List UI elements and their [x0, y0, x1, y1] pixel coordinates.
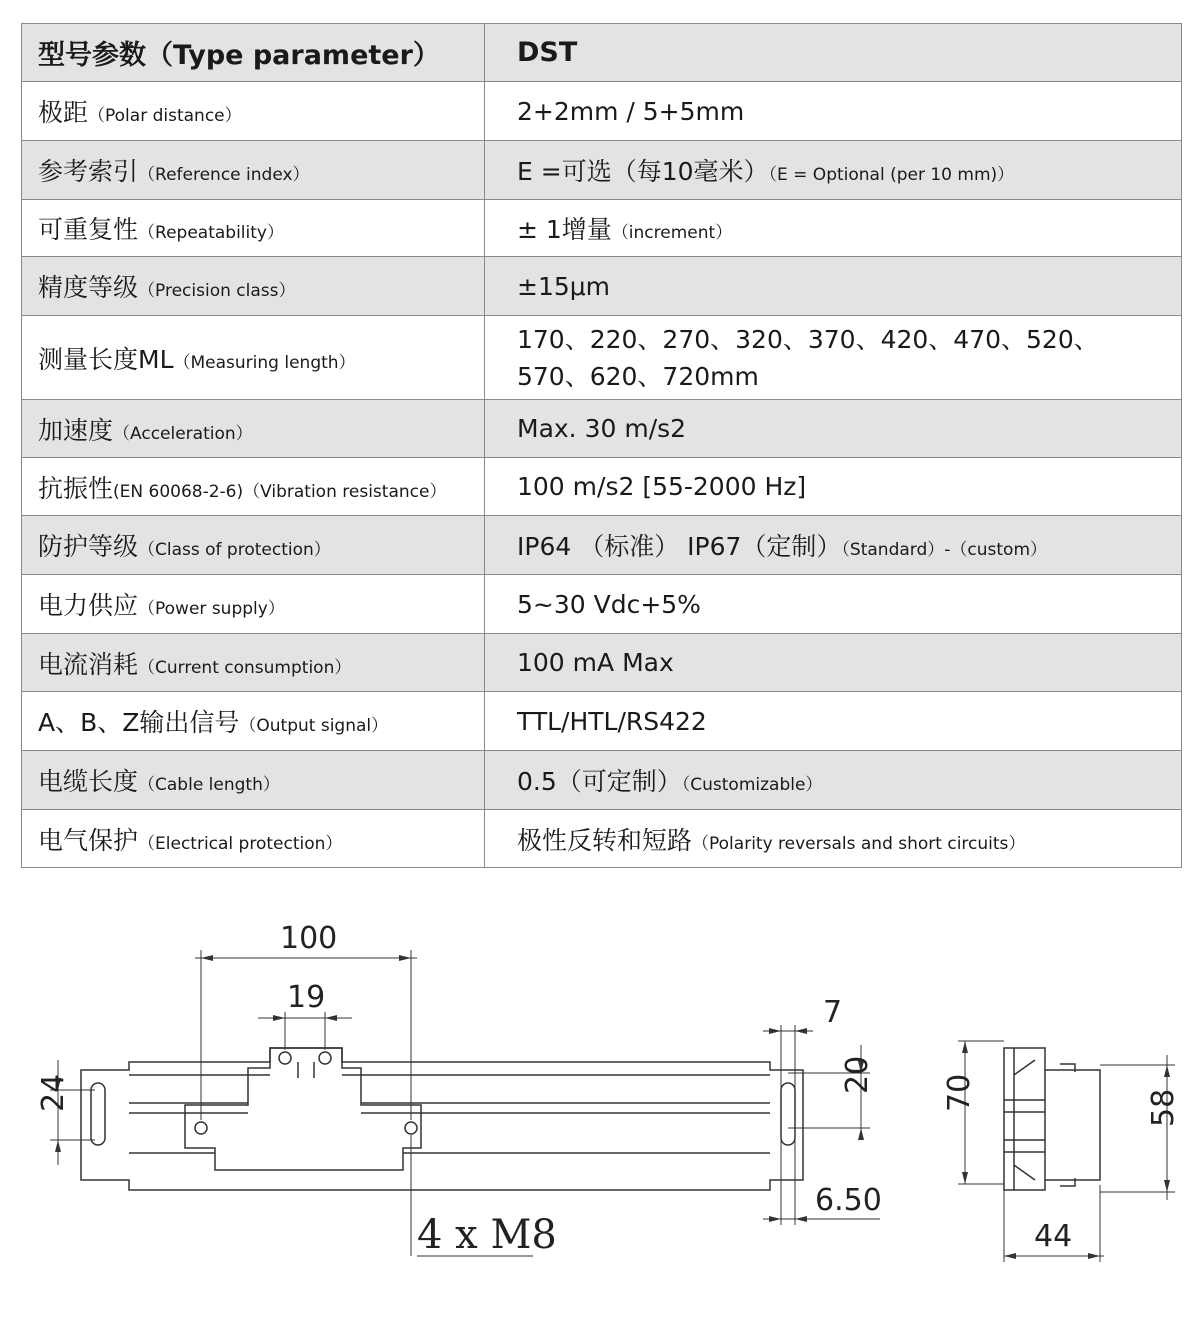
row-value-note: （Customizable）	[681, 775, 823, 795]
row-label-zh: 电气保护	[38, 825, 139, 855]
row-label-zh: 可重复性	[38, 215, 139, 244]
row-label-en: （Repeatability）	[138, 223, 284, 243]
mounting-hole	[195, 1122, 207, 1134]
dim-70-label: 70	[942, 1073, 977, 1112]
header-label: 型号参数（Type parameter）	[22, 24, 485, 82]
table-row	[22, 810, 1182, 868]
row-label-en: （Current consumption）	[138, 657, 352, 678]
row-value: 极性反转和短路	[517, 825, 693, 855]
mounting-hole	[405, 1122, 417, 1134]
row-value: 170、220、270、320、370、420、470、520、	[517, 324, 1099, 354]
row-label-en: （Class of protection）	[138, 540, 331, 560]
scale-body-outline	[81, 1048, 803, 1190]
hole-note-label: 4 x M8	[417, 1212, 557, 1258]
arrowheads	[55, 955, 864, 1222]
reader-head-outline	[185, 1048, 421, 1170]
row-value: 100 mA Max	[517, 648, 674, 677]
row-label-zh: 加速度	[38, 415, 114, 445]
mounting-hole	[319, 1052, 331, 1064]
row-label-zh: 防护等级	[38, 532, 139, 561]
table-row	[22, 458, 1182, 516]
table-row	[22, 692, 1182, 751]
row-label-en: （Power supply）	[138, 599, 285, 619]
table-row	[22, 400, 1182, 458]
dim-24-label: 24	[36, 1073, 71, 1112]
row-label-zh: 抗振性	[38, 473, 114, 503]
header-model: DST	[485, 24, 1182, 82]
row-value: 2+2mm / 5+5mm	[517, 96, 745, 126]
dim-20-label: 20	[840, 1055, 875, 1094]
table-row	[22, 141, 1182, 200]
dim-7-label: 7	[823, 995, 843, 1030]
table-row	[22, 516, 1182, 575]
mounting-slot-left	[91, 1083, 105, 1145]
dim-19-label: 19	[287, 980, 326, 1015]
row-label-zh: 电流消耗	[38, 649, 139, 679]
profile-outline	[1045, 1070, 1100, 1180]
dim-100-label: 100	[280, 921, 338, 956]
table-row	[22, 575, 1182, 634]
row-label-zh: 测量长度ML	[38, 344, 174, 374]
row-label-en: （Polar distance）	[88, 106, 242, 126]
row-value: 5~30 Vdc+5%	[517, 589, 701, 619]
profile-outline	[1004, 1048, 1045, 1190]
row-label-en: （Measuring length）	[173, 352, 356, 373]
row-value: TTL/HTL/RS422	[517, 706, 707, 736]
row-label-en: (EN 60068-2-6)（Vibration resistance）	[113, 481, 447, 502]
row-label-zh: 极距	[38, 98, 89, 127]
table-row	[22, 751, 1182, 810]
row-value: E =可选（每10毫米）	[517, 157, 769, 186]
row-label-zh: 精度等级	[38, 273, 139, 302]
row-label-en: （Electrical protection）	[138, 833, 343, 854]
table-header-row	[22, 24, 1182, 82]
row-value: ± 1增量	[517, 215, 612, 244]
row-value-line2: 570、620、720mm	[517, 361, 759, 391]
row-label-zh: A、B、Z输出信号	[38, 708, 240, 737]
dim-58-label: 58	[1146, 1088, 1181, 1127]
row-value-note: （increment）	[611, 223, 733, 243]
spec-table	[21, 23, 1182, 868]
dim-650-label: 6.50	[815, 1183, 882, 1218]
profile-outline	[1060, 1064, 1075, 1186]
mounting-slot-right	[781, 1083, 795, 1145]
row-label-zh: 参考索引	[38, 157, 139, 186]
row-value-note: （Standard）-（custom）	[841, 540, 1047, 560]
table-row	[22, 634, 1182, 692]
table-row	[22, 316, 1182, 400]
side-view	[1004, 1048, 1100, 1190]
table-row	[22, 82, 1182, 141]
row-value-note: （Polarity reversals and short circuits）	[692, 833, 1026, 854]
row-value: ±15μm	[517, 271, 611, 301]
row-value: 100 m/s2 [55-2000 Hz]	[517, 472, 807, 501]
row-value: Max. 30 m/s2	[517, 414, 687, 443]
row-label-en: （Precision class）	[138, 281, 296, 301]
row-label-en: （Cable length）	[138, 775, 280, 795]
technical-drawing	[0, 880, 1200, 1310]
row-label-zh: 电缆长度	[38, 767, 139, 796]
row-label-en: （Output signal）	[239, 716, 389, 736]
dim-44-label: 44	[1034, 1219, 1073, 1254]
row-label-en: （Acceleration）	[113, 423, 253, 444]
row-value: IP64 （标准） IP67（定制）	[517, 532, 842, 561]
front-view	[81, 1048, 803, 1190]
mounting-hole	[279, 1052, 291, 1064]
row-value: 0.5（可定制）	[517, 767, 682, 796]
row-label-en: （Reference index）	[138, 165, 310, 185]
row-value-note: （E = Optional (per 10 mm)）	[768, 165, 1015, 185]
table-row	[22, 257, 1182, 316]
row-label-zh: 电力供应	[38, 591, 139, 620]
table-row	[22, 200, 1182, 257]
